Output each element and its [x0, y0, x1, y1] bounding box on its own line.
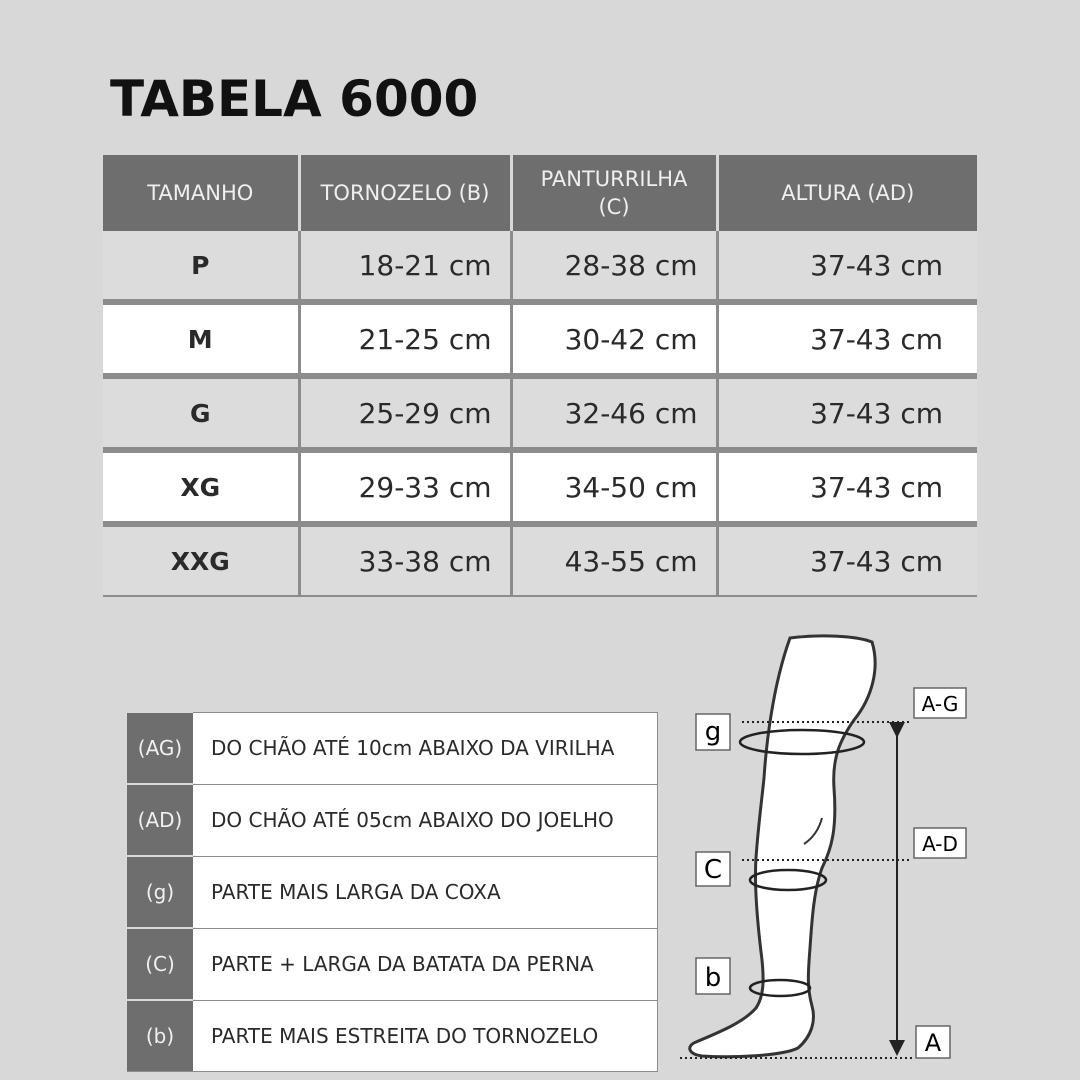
calf-cell: 34-50 cm	[511, 450, 717, 524]
calf-cell: 28-38 cm	[511, 231, 717, 302]
height-cell: 37-43 cm	[717, 231, 977, 302]
table-row	[103, 376, 977, 450]
ankle-cell: 33-38 cm	[299, 524, 511, 596]
size-table	[103, 155, 977, 597]
table-row	[103, 302, 977, 376]
size-cell: M	[103, 302, 299, 376]
header-size: TAMANHO	[103, 155, 299, 231]
label-c: C	[703, 855, 723, 885]
table-row	[103, 231, 977, 302]
height-cell: 37-43 cm	[717, 524, 977, 596]
page-title: TABELA 6000	[110, 70, 479, 128]
legend-text: PARTE MAIS ESTREITA DO TORNOZELO	[193, 1000, 657, 1072]
calf-cell: 30-42 cm	[511, 302, 717, 376]
leg-measurement-diagram	[672, 628, 972, 1068]
header-height: ALTURA (AD)	[717, 155, 977, 231]
legend-row	[127, 928, 657, 1000]
legend-text: DO CHÃO ATÉ 10cm ABAIXO DA VIRILHA	[193, 712, 657, 784]
calf-cell: 43-55 cm	[511, 524, 717, 596]
size-cell: XG	[103, 450, 299, 524]
legend-key: (AD)	[127, 784, 193, 856]
height-cell: 37-43 cm	[717, 376, 977, 450]
header-ankle: TORNOZELO (B)	[299, 155, 511, 231]
table-row	[103, 450, 977, 524]
ankle-cell: 21-25 cm	[299, 302, 511, 376]
legend-key: (g)	[127, 856, 193, 928]
label-b: b	[704, 963, 722, 993]
label-ag: A-G	[921, 692, 959, 716]
legend-key: (b)	[127, 1000, 193, 1072]
legend-row	[127, 712, 657, 784]
header-calf	[511, 155, 717, 231]
legend-row	[127, 784, 657, 856]
size-cell: G	[103, 376, 299, 450]
legend-text: DO CHÃO ATÉ 05cm ABAIXO DO JOELHO	[193, 784, 657, 856]
measurement-legend	[127, 711, 658, 1072]
table-row	[103, 524, 977, 596]
legend-key: (AG)	[127, 712, 193, 784]
size-cell: XXG	[103, 524, 299, 596]
legend-row	[127, 1000, 657, 1072]
ankle-cell: 18-21 cm	[299, 231, 511, 302]
ankle-cell: 29-33 cm	[299, 450, 511, 524]
size-cell: P	[103, 231, 299, 302]
legend-text: PARTE + LARGA DA BATATA DA PERNA	[193, 928, 657, 1000]
label-g: g	[704, 717, 722, 747]
table-header-row	[103, 155, 977, 231]
ankle-cell: 25-29 cm	[299, 376, 511, 450]
legend-key: (C)	[127, 928, 193, 1000]
height-cell: 37-43 cm	[717, 302, 977, 376]
legend-text: PARTE MAIS LARGA DA COXA	[193, 856, 657, 928]
header-calf-label: PANTURRILHA (C)	[540, 167, 688, 219]
height-cell: 37-43 cm	[717, 450, 977, 524]
legend-row	[127, 856, 657, 928]
label-ad: A-D	[922, 832, 958, 856]
label-a: A	[924, 1029, 942, 1057]
calf-cell: 32-46 cm	[511, 376, 717, 450]
